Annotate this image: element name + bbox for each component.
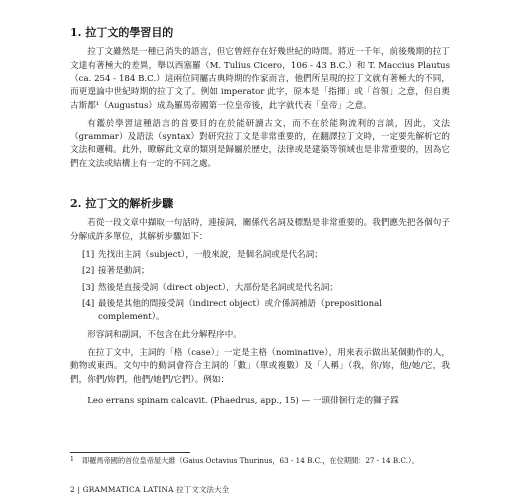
section2-heading: 2. 拉丁文的解析步驟 <box>70 197 174 211</box>
section2-note: 形容詞和副詞，不包含在此分解程序中。 <box>87 329 242 340</box>
step-number: [3] <box>82 282 95 293</box>
step-number: [1] <box>82 250 95 261</box>
latin-example: Leo errans spinam calcavit. (Phaedrus, app., 15) — 一頭徘徊行走的獅子踩 <box>87 395 399 406</box>
list-item <box>82 265 450 278</box>
footnote <box>70 456 450 466</box>
section1-paragraph2: 有鑑於學習這種語言的首要目的在於能研讀古文，而不在於能夠流利的言談，因此，文法（grammar）及語法（syntax）對研究拉丁文是非常重要的，在翻譯拉丁文時，一定要先解析它的文法和邏輯。此外，瞭解此文章的類別是歸屬於歷史，法律或是建築等領域也是非常重要的，因為它們在文法或結構上有一定的不同之處。 <box>70 118 450 169</box>
step-number: [2] <box>82 266 95 277</box>
section2-paragraph3: 在拉丁文中，主詞的「格（case）」一定是主格（nominative），用來表示做出某個動作的人，動物或東西。文句中的動詞會符合主詞的「數」（單或複數）及「人稱」（我，你/妳，他/她/它，我們，你們/妳們，他們/她們/它們）。例如： <box>70 347 450 385</box>
footnote-text: 即羅馬帝國的首位皇帝屋大維（Gaius Octavius Thurinus，63 - 14 B.C.，在位期間：27 - 14 B.C.）。 <box>82 456 419 465</box>
step-number: [4] <box>82 298 95 309</box>
list-item <box>82 282 450 295</box>
footnote-divider <box>70 452 190 453</box>
step-text: 接著是動詞； <box>98 266 150 277</box>
step-text: 然後是直接受詞（direct object），大部份是名詞或是代名詞； <box>98 282 338 293</box>
step-text: 最後是其他的間接受詞（indirect object）或介係詞補語（prepositional complement）。 <box>98 298 383 323</box>
list-item <box>82 249 450 262</box>
page-content <box>70 26 450 413</box>
section2-intro: 若從一段文章中擷取一句話時，連接詞，關係代名詞及標點是非常重要的。我們應先把各個句子分解成許多單位，其解析步驟如下： <box>70 218 450 242</box>
section1-heading: 1. 拉丁文的學習目的 <box>70 26 174 39</box>
page-footer: 2 | GRAMMATICA LATINA 拉丁文文法大全 <box>70 485 230 494</box>
list-item <box>82 298 450 325</box>
analysis-steps-list <box>82 249 450 325</box>
step-text: 先找出主詞（subject），一般來說，是個名詞或是代名詞； <box>98 250 323 261</box>
footnote-mark: 1 <box>70 456 74 463</box>
section1-paragraph1: 拉丁文雖然是一種已消失的語言，但它曾經存在好幾世紀的時間。將近一千年，前後幾期的拉丁文達有著極大的差異，舉以西塞羅（M. Tulius Cicero，106 - 43 B.C.）和 T. Maccius Plautus（ca. 254 - 184 B.C.）這兩位同屬古典時期的作家而言，他們所呈現的拉丁文就有著極大的不同，而更遑論中世紀時期的拉丁文了。例如 imperator 此字，原本是「指揮」或「首領」之意，但自奧古斯都¹（Augustus）成為羅馬帝國第一位皇帝後，此字就代表「皇帝」之意。 <box>70 47 450 111</box>
